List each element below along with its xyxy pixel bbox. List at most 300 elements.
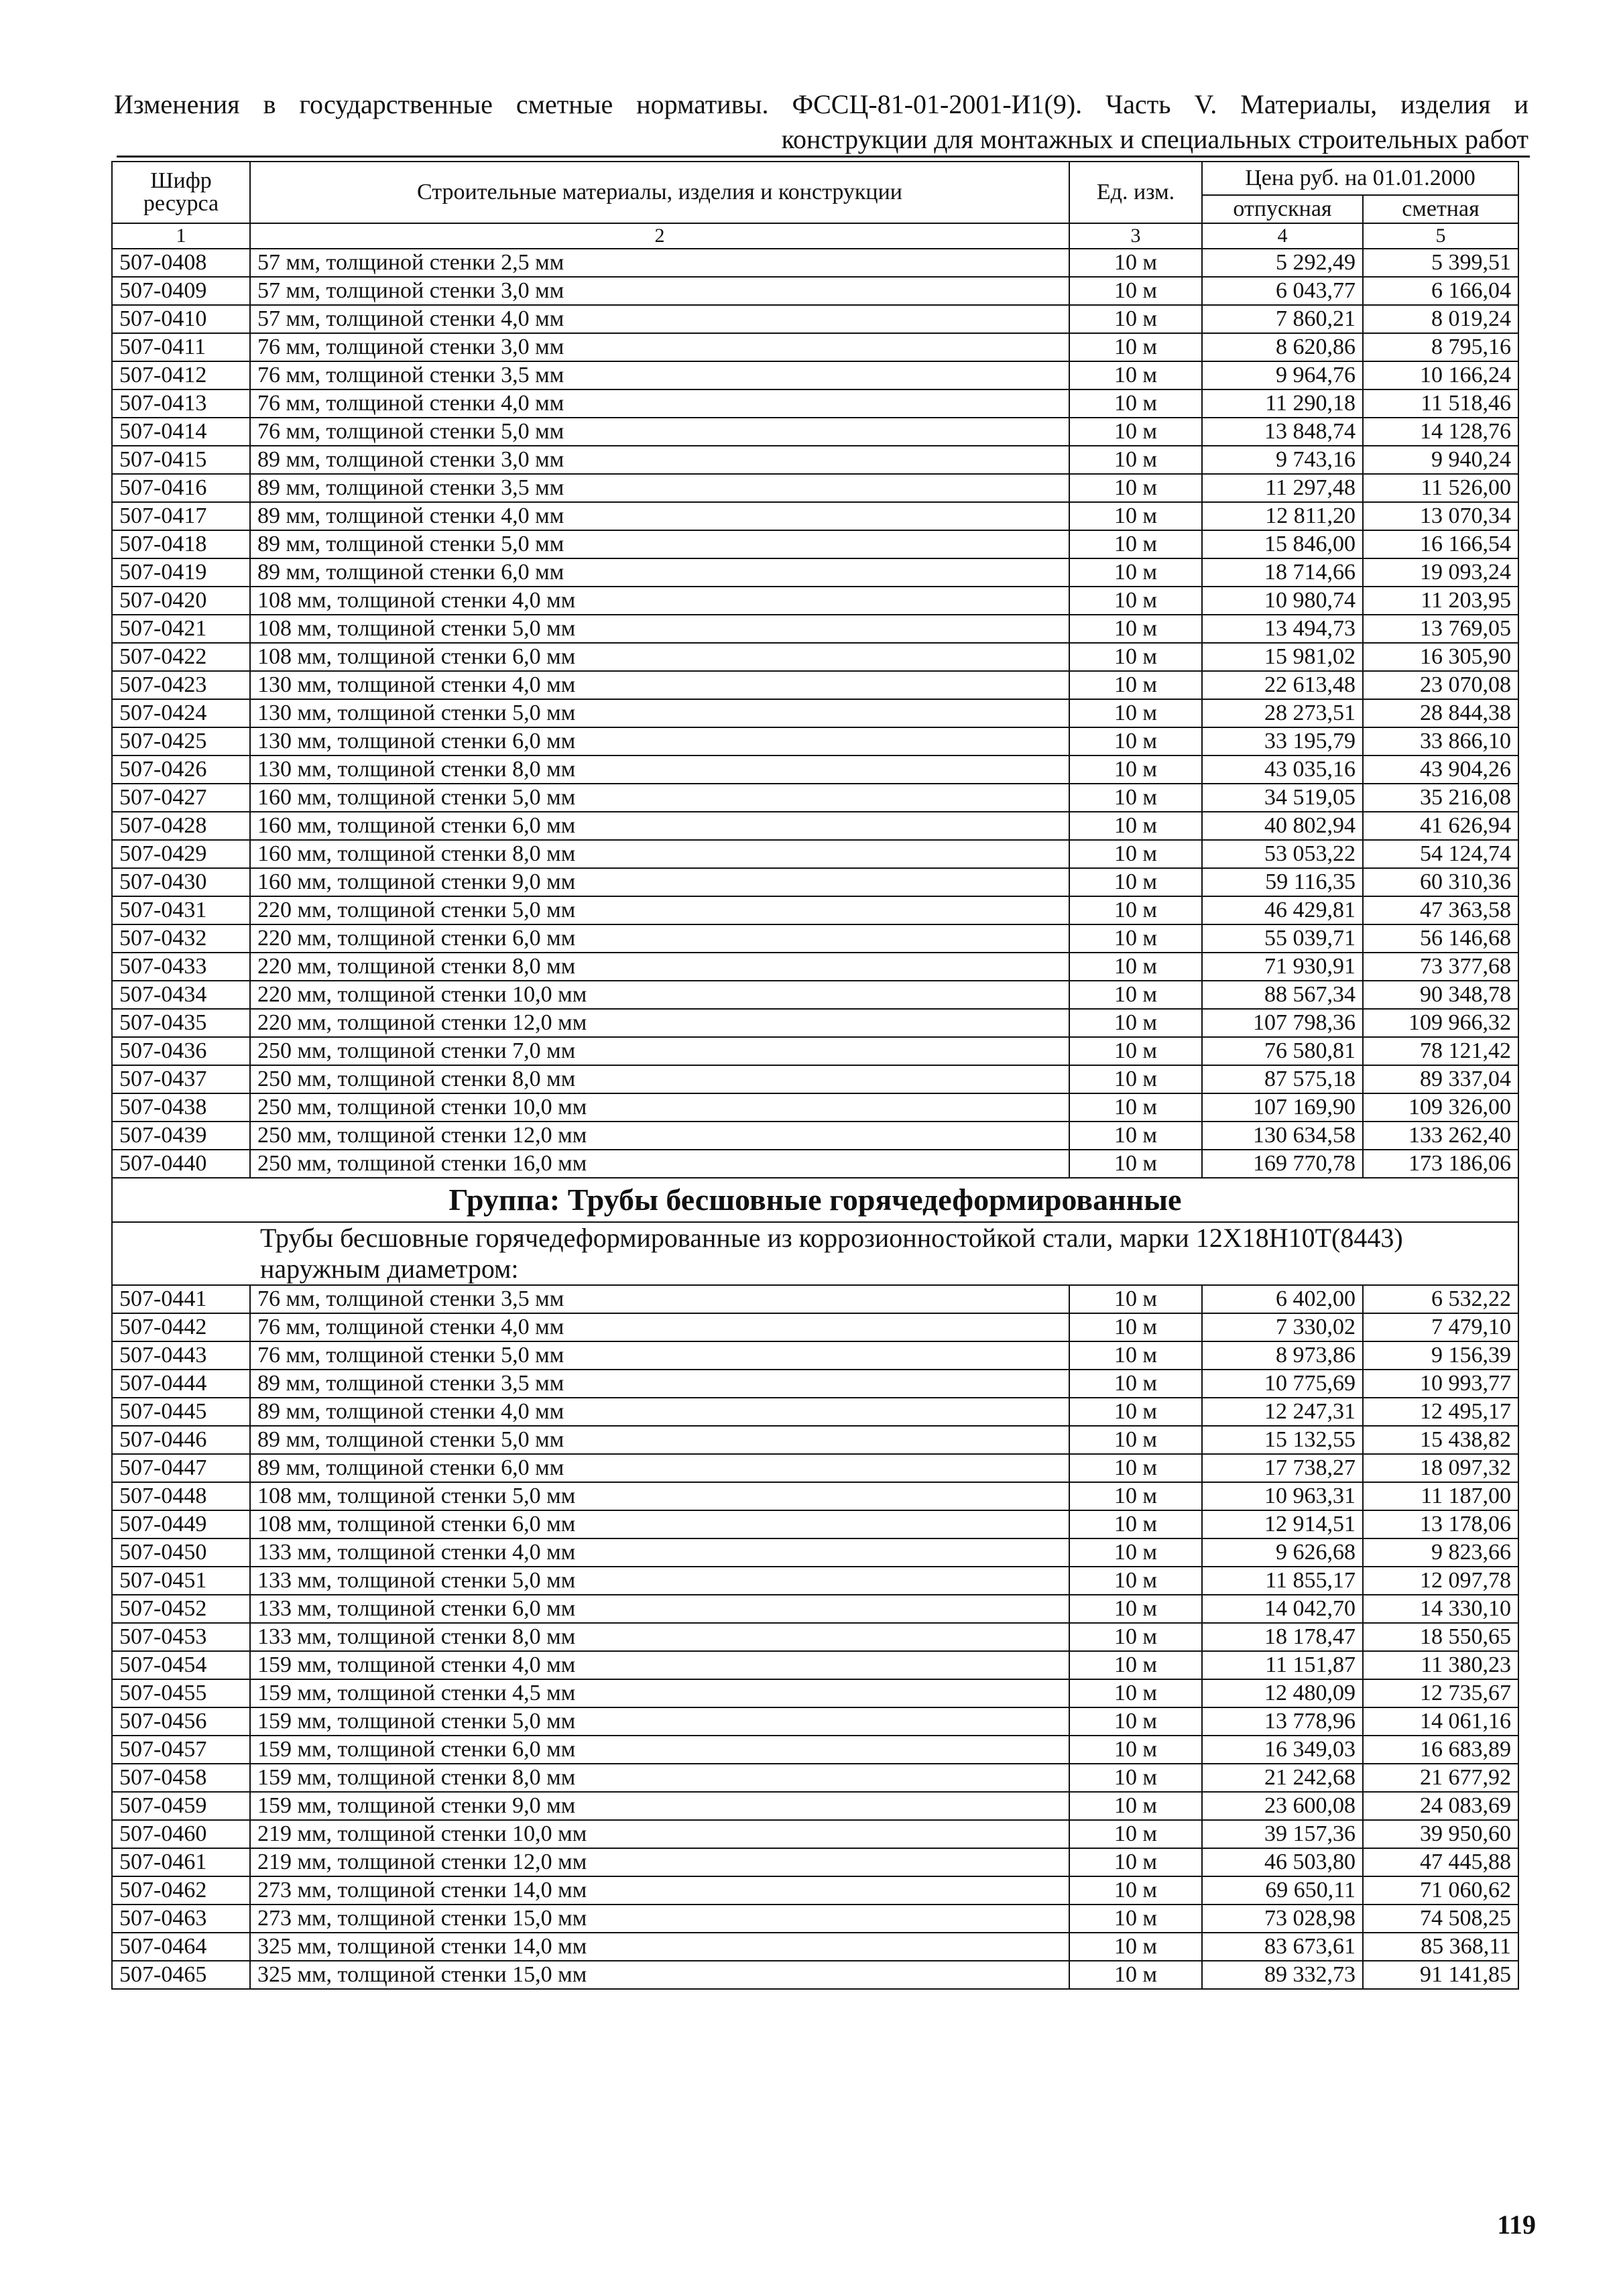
estimate-price: 90 348,78 — [1363, 981, 1518, 1009]
unit: 10 м — [1069, 1093, 1202, 1122]
resource-code: 507-0458 — [112, 1764, 250, 1792]
unit: 10 м — [1069, 1370, 1202, 1398]
table-row — [112, 812, 1518, 840]
table-row — [112, 1426, 1518, 1454]
material-name: 89 мм, толщиной стенки 6,0 мм — [250, 558, 1069, 587]
release-price: 7 860,21 — [1202, 305, 1363, 333]
material-name: 57 мм, толщиной стенки 2,5 мм — [250, 249, 1069, 277]
estimate-price: 23 070,08 — [1363, 671, 1518, 699]
release-price: 10 980,74 — [1202, 587, 1363, 615]
resource-code: 507-0416 — [112, 474, 250, 502]
release-price: 8 973,86 — [1202, 1341, 1363, 1370]
unit: 10 м — [1069, 446, 1202, 474]
release-price: 15 846,00 — [1202, 530, 1363, 558]
unit: 10 м — [1069, 1961, 1202, 1989]
estimate-price: 91 141,85 — [1363, 1961, 1518, 1989]
material-name: 250 мм, толщиной стенки 7,0 мм — [250, 1037, 1069, 1065]
release-price: 11 297,48 — [1202, 474, 1363, 502]
material-name: 76 мм, толщиной стенки 5,0 мм — [250, 418, 1069, 446]
unit: 10 м — [1069, 1454, 1202, 1482]
estimate-price: 173 186,06 — [1363, 1150, 1518, 1178]
resource-code: 507-0428 — [112, 812, 250, 840]
table-row — [112, 1482, 1518, 1510]
material-name: 159 мм, толщиной стенки 6,0 мм — [250, 1736, 1069, 1764]
estimate-price: 16 305,90 — [1363, 643, 1518, 671]
table-row — [112, 389, 1518, 418]
table-row — [112, 1150, 1518, 1178]
release-price: 12 811,20 — [1202, 502, 1363, 530]
material-name: 220 мм, толщиной стенки 8,0 мм — [250, 953, 1069, 981]
unit: 10 м — [1069, 812, 1202, 840]
release-price: 55 039,71 — [1202, 924, 1363, 953]
material-name: 250 мм, толщиной стенки 10,0 мм — [250, 1093, 1069, 1122]
unit: 10 м — [1069, 1623, 1202, 1651]
release-price: 28 273,51 — [1202, 699, 1363, 727]
col-header-price: Цена руб. на 01.01.2000 — [1202, 162, 1518, 195]
resource-code: 507-0451 — [112, 1567, 250, 1595]
material-name: 57 мм, толщиной стенки 4,0 мм — [250, 305, 1069, 333]
table-row — [112, 671, 1518, 699]
material-name: 108 мм, толщиной стенки 5,0 мм — [250, 1482, 1069, 1510]
material-name: 160 мм, толщиной стенки 5,0 мм — [250, 784, 1069, 812]
unit: 10 м — [1069, 756, 1202, 784]
resource-code: 507-0462 — [112, 1876, 250, 1905]
estimate-price: 9 156,39 — [1363, 1341, 1518, 1370]
material-name: 159 мм, толщиной стенки 8,0 мм — [250, 1764, 1069, 1792]
material-name: 133 мм, толщиной стенки 4,0 мм — [250, 1538, 1069, 1567]
unit: 10 м — [1069, 868, 1202, 896]
material-name: 108 мм, толщиной стенки 4,0 мм — [250, 587, 1069, 615]
release-price: 46 429,81 — [1202, 896, 1363, 924]
header-line-2: конструкции для монтажных и специальных строительных работ — [781, 124, 1528, 154]
table-row — [112, 1736, 1518, 1764]
release-price: 9 964,76 — [1202, 361, 1363, 389]
estimate-price: 24 083,69 — [1363, 1792, 1518, 1820]
release-price: 43 035,16 — [1202, 756, 1363, 784]
estimate-price: 56 146,68 — [1363, 924, 1518, 953]
material-name: 76 мм, толщиной стенки 4,0 мм — [250, 1313, 1069, 1341]
release-price: 169 770,78 — [1202, 1150, 1363, 1178]
table-row — [112, 840, 1518, 868]
unit: 10 м — [1069, 1848, 1202, 1876]
table-row — [112, 1065, 1518, 1093]
estimate-price: 10 993,77 — [1363, 1370, 1518, 1398]
material-name: 325 мм, толщиной стенки 14,0 мм — [250, 1933, 1069, 1961]
estimate-price: 16 683,89 — [1363, 1736, 1518, 1764]
material-name: 89 мм, толщиной стенки 3,5 мм — [250, 474, 1069, 502]
resource-code: 507-0412 — [112, 361, 250, 389]
resource-code: 507-0431 — [112, 896, 250, 924]
resource-code: 507-0463 — [112, 1905, 250, 1933]
material-name: 273 мм, толщиной стенки 14,0 мм — [250, 1876, 1069, 1905]
estimate-price: 11 526,00 — [1363, 474, 1518, 502]
table-row — [112, 1285, 1518, 1313]
unit: 10 м — [1069, 1313, 1202, 1341]
resource-code: 507-0410 — [112, 305, 250, 333]
release-price: 89 332,73 — [1202, 1961, 1363, 1989]
estimate-price: 73 377,68 — [1363, 953, 1518, 981]
material-name: 76 мм, толщиной стенки 4,0 мм — [250, 389, 1069, 418]
material-name: 159 мм, толщиной стенки 4,0 мм — [250, 1651, 1069, 1679]
material-name: 159 мм, толщиной стенки 4,5 мм — [250, 1679, 1069, 1707]
estimate-price: 13 178,06 — [1363, 1510, 1518, 1538]
col-header-release: отпускная — [1202, 195, 1363, 223]
release-price: 53 053,22 — [1202, 840, 1363, 868]
resource-code: 507-0446 — [112, 1426, 250, 1454]
table-row — [112, 1933, 1518, 1961]
estimate-price: 78 121,42 — [1363, 1037, 1518, 1065]
estimate-price: 35 216,08 — [1363, 784, 1518, 812]
release-price: 11 290,18 — [1202, 389, 1363, 418]
unit: 10 м — [1069, 1122, 1202, 1150]
table-row — [112, 1595, 1518, 1623]
unit: 10 м — [1069, 1679, 1202, 1707]
table-row — [112, 1764, 1518, 1792]
unit: 10 м — [1069, 1065, 1202, 1093]
group-description: Трубы бесшовные горячедеформированные из коррозионностойкой стали, марки 12Х18Н10Т(8443) наружным диаметром: — [112, 1222, 1518, 1285]
material-name: 108 мм, толщиной стенки 5,0 мм — [250, 615, 1069, 643]
resource-code: 507-0434 — [112, 981, 250, 1009]
release-price: 14 042,70 — [1202, 1595, 1363, 1623]
estimate-price: 12 735,67 — [1363, 1679, 1518, 1707]
release-price: 13 494,73 — [1202, 615, 1363, 643]
resource-code: 507-0426 — [112, 756, 250, 784]
release-price: 9 743,16 — [1202, 446, 1363, 474]
estimate-price: 43 904,26 — [1363, 756, 1518, 784]
resource-code: 507-0435 — [112, 1009, 250, 1037]
estimate-price: 11 203,95 — [1363, 587, 1518, 615]
unit: 10 м — [1069, 1651, 1202, 1679]
unit: 10 м — [1069, 1426, 1202, 1454]
table-body-section-a — [112, 249, 1518, 1178]
material-name: 325 мм, толщиной стенки 15,0 мм — [250, 1961, 1069, 1989]
estimate-price: 133 262,40 — [1363, 1122, 1518, 1150]
resource-code: 507-0430 — [112, 868, 250, 896]
estimate-price: 10 166,24 — [1363, 361, 1518, 389]
table-row — [112, 643, 1518, 671]
material-name: 220 мм, толщиной стенки 5,0 мм — [250, 896, 1069, 924]
release-price: 10 963,31 — [1202, 1482, 1363, 1510]
unit: 10 м — [1069, 1707, 1202, 1736]
unit: 10 м — [1069, 1037, 1202, 1065]
resource-code: 507-0427 — [112, 784, 250, 812]
table-row — [112, 1961, 1518, 1989]
release-price: 18 178,47 — [1202, 1623, 1363, 1651]
resource-code: 507-0439 — [112, 1122, 250, 1150]
resource-code: 507-0437 — [112, 1065, 250, 1093]
material-name: 89 мм, толщиной стенки 5,0 мм — [250, 1426, 1069, 1454]
table-row — [112, 587, 1518, 615]
material-name: 130 мм, толщиной стенки 5,0 мм — [250, 699, 1069, 727]
table-row — [112, 277, 1518, 305]
estimate-price: 21 677,92 — [1363, 1764, 1518, 1792]
material-name: 250 мм, толщиной стенки 8,0 мм — [250, 1065, 1069, 1093]
material-name: 159 мм, толщиной стенки 5,0 мм — [250, 1707, 1069, 1736]
unit: 10 м — [1069, 1285, 1202, 1313]
table-row — [112, 1567, 1518, 1595]
group-section — [112, 1178, 1518, 1285]
group-title: Группа: Трубы бесшовные горячедеформированные — [112, 1178, 1518, 1222]
unit: 10 м — [1069, 305, 1202, 333]
release-price: 22 613,48 — [1202, 671, 1363, 699]
table-row — [112, 418, 1518, 446]
table-row — [112, 924, 1518, 953]
estimate-price: 7 479,10 — [1363, 1313, 1518, 1341]
resource-code: 507-0424 — [112, 699, 250, 727]
material-name: 130 мм, толщиной стенки 8,0 мм — [250, 756, 1069, 784]
table-row — [112, 1093, 1518, 1122]
material-name: 219 мм, толщиной стенки 10,0 мм — [250, 1820, 1069, 1848]
material-name: 160 мм, толщиной стенки 9,0 мм — [250, 868, 1069, 896]
table-row — [112, 1707, 1518, 1736]
table-row — [112, 446, 1518, 474]
group-description-row — [112, 1222, 1518, 1285]
material-name: 108 мм, толщиной стенки 6,0 мм — [250, 643, 1069, 671]
release-price: 21 242,68 — [1202, 1764, 1363, 1792]
table-row — [112, 1037, 1518, 1065]
col-number: 2 — [250, 223, 1069, 249]
material-name: 108 мм, толщиной стенки 6,0 мм — [250, 1510, 1069, 1538]
estimate-price: 6 532,22 — [1363, 1285, 1518, 1313]
table-row — [112, 699, 1518, 727]
resource-code: 507-0457 — [112, 1736, 250, 1764]
table-row — [112, 558, 1518, 587]
release-price: 83 673,61 — [1202, 1933, 1363, 1961]
release-price: 107 169,90 — [1202, 1093, 1363, 1122]
resource-code: 507-0414 — [112, 418, 250, 446]
estimate-price: 39 950,60 — [1363, 1820, 1518, 1848]
estimate-price: 54 124,74 — [1363, 840, 1518, 868]
unit: 10 м — [1069, 1510, 1202, 1538]
estimate-price: 15 438,82 — [1363, 1426, 1518, 1454]
resource-code: 507-0417 — [112, 502, 250, 530]
estimate-price: 14 061,16 — [1363, 1707, 1518, 1736]
estimate-price: 9 940,24 — [1363, 446, 1518, 474]
table-row — [112, 1510, 1518, 1538]
resource-code: 507-0455 — [112, 1679, 250, 1707]
resource-code: 507-0411 — [112, 333, 250, 361]
estimate-price: 47 445,88 — [1363, 1848, 1518, 1876]
table-row — [112, 333, 1518, 361]
table-row — [112, 1009, 1518, 1037]
estimate-price: 11 380,23 — [1363, 1651, 1518, 1679]
resource-code: 507-0453 — [112, 1623, 250, 1651]
col-header-estimate: сметная — [1363, 195, 1518, 223]
resource-code: 507-0425 — [112, 727, 250, 756]
release-price: 73 028,98 — [1202, 1905, 1363, 1933]
table-row — [112, 249, 1518, 277]
release-price: 12 480,09 — [1202, 1679, 1363, 1707]
unit: 10 м — [1069, 924, 1202, 953]
resource-code: 507-0444 — [112, 1370, 250, 1398]
resource-code: 507-0413 — [112, 389, 250, 418]
unit: 10 м — [1069, 643, 1202, 671]
unit: 10 м — [1069, 615, 1202, 643]
table-row — [112, 1876, 1518, 1905]
table-row — [112, 530, 1518, 558]
unit: 10 м — [1069, 587, 1202, 615]
release-price: 6 402,00 — [1202, 1285, 1363, 1313]
header-rule — [117, 156, 1530, 158]
unit: 10 м — [1069, 981, 1202, 1009]
estimate-price: 14 330,10 — [1363, 1595, 1518, 1623]
release-price: 17 738,27 — [1202, 1454, 1363, 1482]
resource-code: 507-0447 — [112, 1454, 250, 1482]
material-name: 76 мм, толщиной стенки 3,5 мм — [250, 1285, 1069, 1313]
unit: 10 м — [1069, 784, 1202, 812]
estimate-price: 9 823,66 — [1363, 1538, 1518, 1567]
unit: 10 м — [1069, 1820, 1202, 1848]
table-row — [112, 981, 1518, 1009]
resource-code: 507-0464 — [112, 1933, 250, 1961]
table-row — [112, 953, 1518, 981]
unit: 10 м — [1069, 1933, 1202, 1961]
estimate-price: 18 097,32 — [1363, 1454, 1518, 1482]
resource-code: 507-0443 — [112, 1341, 250, 1370]
release-price: 34 519,05 — [1202, 784, 1363, 812]
estimate-price: 16 166,54 — [1363, 530, 1518, 558]
resource-code: 507-0450 — [112, 1538, 250, 1567]
resource-code: 507-0422 — [112, 643, 250, 671]
col-number: 3 — [1069, 223, 1202, 249]
estimate-price: 33 866,10 — [1363, 727, 1518, 756]
estimate-price: 8 795,16 — [1363, 333, 1518, 361]
material-name: 130 мм, толщиной стенки 4,0 мм — [250, 671, 1069, 699]
col-number: 1 — [112, 223, 250, 249]
release-price: 87 575,18 — [1202, 1065, 1363, 1093]
release-price: 6 043,77 — [1202, 277, 1363, 305]
material-name: 89 мм, толщиной стенки 6,0 мм — [250, 1454, 1069, 1482]
material-name: 160 мм, толщиной стенки 8,0 мм — [250, 840, 1069, 868]
resource-code: 507-0461 — [112, 1848, 250, 1876]
material-name: 250 мм, толщиной стенки 16,0 мм — [250, 1150, 1069, 1178]
table-row — [112, 502, 1518, 530]
resource-code: 507-0419 — [112, 558, 250, 587]
col-number: 4 — [1202, 223, 1363, 249]
estimate-price: 12 097,78 — [1363, 1567, 1518, 1595]
estimate-price: 12 495,17 — [1363, 1398, 1518, 1426]
material-name: 160 мм, толщиной стенки 6,0 мм — [250, 812, 1069, 840]
unit: 10 м — [1069, 1567, 1202, 1595]
unit: 10 м — [1069, 418, 1202, 446]
table-row — [112, 1679, 1518, 1707]
table-row — [112, 305, 1518, 333]
col-header-unit: Ед. изм. — [1069, 162, 1202, 223]
resource-code: 507-0421 — [112, 615, 250, 643]
release-price: 40 802,94 — [1202, 812, 1363, 840]
table-row — [112, 474, 1518, 502]
table-row — [112, 1398, 1518, 1426]
resource-code: 507-0423 — [112, 671, 250, 699]
estimate-price: 41 626,94 — [1363, 812, 1518, 840]
estimate-price: 19 093,24 — [1363, 558, 1518, 587]
estimate-price: 13 769,05 — [1363, 615, 1518, 643]
release-price: 9 626,68 — [1202, 1538, 1363, 1567]
resource-code: 507-0433 — [112, 953, 250, 981]
material-name: 219 мм, толщиной стенки 12,0 мм — [250, 1848, 1069, 1876]
unit: 10 м — [1069, 699, 1202, 727]
unit: 10 м — [1069, 1764, 1202, 1792]
resource-code: 507-0418 — [112, 530, 250, 558]
unit: 10 м — [1069, 530, 1202, 558]
release-price: 5 292,49 — [1202, 249, 1363, 277]
resource-code: 507-0441 — [112, 1285, 250, 1313]
release-price: 13 778,96 — [1202, 1707, 1363, 1736]
unit: 10 м — [1069, 558, 1202, 587]
material-name: 133 мм, толщиной стенки 5,0 мм — [250, 1567, 1069, 1595]
release-price: 23 600,08 — [1202, 1792, 1363, 1820]
estimate-price: 13 070,34 — [1363, 502, 1518, 530]
unit: 10 м — [1069, 840, 1202, 868]
resource-code: 507-0420 — [112, 587, 250, 615]
estimate-price: 47 363,58 — [1363, 896, 1518, 924]
resource-code: 507-0436 — [112, 1037, 250, 1065]
unit: 10 м — [1069, 1736, 1202, 1764]
resource-code: 507-0456 — [112, 1707, 250, 1736]
table-row — [112, 361, 1518, 389]
resource-code: 507-0440 — [112, 1150, 250, 1178]
release-price: 11 151,87 — [1202, 1651, 1363, 1679]
release-price: 15 981,02 — [1202, 643, 1363, 671]
release-price: 18 714,66 — [1202, 558, 1363, 587]
unit: 10 м — [1069, 389, 1202, 418]
material-name: 133 мм, толщиной стенки 8,0 мм — [250, 1623, 1069, 1651]
table-row — [112, 1370, 1518, 1398]
resource-code: 507-0452 — [112, 1595, 250, 1623]
material-name: 89 мм, толщиной стенки 5,0 мм — [250, 530, 1069, 558]
estimate-price: 109 326,00 — [1363, 1093, 1518, 1122]
release-price: 16 349,03 — [1202, 1736, 1363, 1764]
estimate-price: 60 310,36 — [1363, 868, 1518, 896]
page-number: 119 — [1497, 2210, 1536, 2240]
col-header-code: Шифр ресурса — [112, 162, 250, 223]
release-price: 10 775,69 — [1202, 1370, 1363, 1398]
resource-code: 507-0445 — [112, 1398, 250, 1426]
resource-code: 507-0449 — [112, 1510, 250, 1538]
table-row — [112, 756, 1518, 784]
resource-code: 507-0442 — [112, 1313, 250, 1341]
table-row — [112, 868, 1518, 896]
table-row — [112, 784, 1518, 812]
col-number: 5 — [1363, 223, 1518, 249]
table-row — [112, 727, 1518, 756]
release-price: 46 503,80 — [1202, 1848, 1363, 1876]
resource-code: 507-0454 — [112, 1651, 250, 1679]
column-numbers-row — [112, 223, 1518, 249]
col-header-name: Строительные материалы, изделия и конструкции — [250, 162, 1069, 223]
unit: 10 м — [1069, 727, 1202, 756]
release-price: 39 157,36 — [1202, 1820, 1363, 1848]
estimate-price: 71 060,62 — [1363, 1876, 1518, 1905]
material-name: 89 мм, толщиной стенки 4,0 мм — [250, 502, 1069, 530]
release-price: 13 848,74 — [1202, 418, 1363, 446]
material-name: 130 мм, толщиной стенки 6,0 мм — [250, 727, 1069, 756]
unit: 10 м — [1069, 896, 1202, 924]
release-price: 130 634,58 — [1202, 1122, 1363, 1150]
release-price: 12 914,51 — [1202, 1510, 1363, 1538]
resource-code: 507-0438 — [112, 1093, 250, 1122]
material-name: 133 мм, толщиной стенки 6,0 мм — [250, 1595, 1069, 1623]
unit: 10 м — [1069, 502, 1202, 530]
table-row — [112, 1538, 1518, 1567]
material-name: 250 мм, толщиной стенки 12,0 мм — [250, 1122, 1069, 1150]
estimate-price: 8 019,24 — [1363, 305, 1518, 333]
table-row — [112, 1651, 1518, 1679]
unit: 10 м — [1069, 1398, 1202, 1426]
table-row — [112, 615, 1518, 643]
resource-code: 507-0409 — [112, 277, 250, 305]
unit: 10 м — [1069, 361, 1202, 389]
